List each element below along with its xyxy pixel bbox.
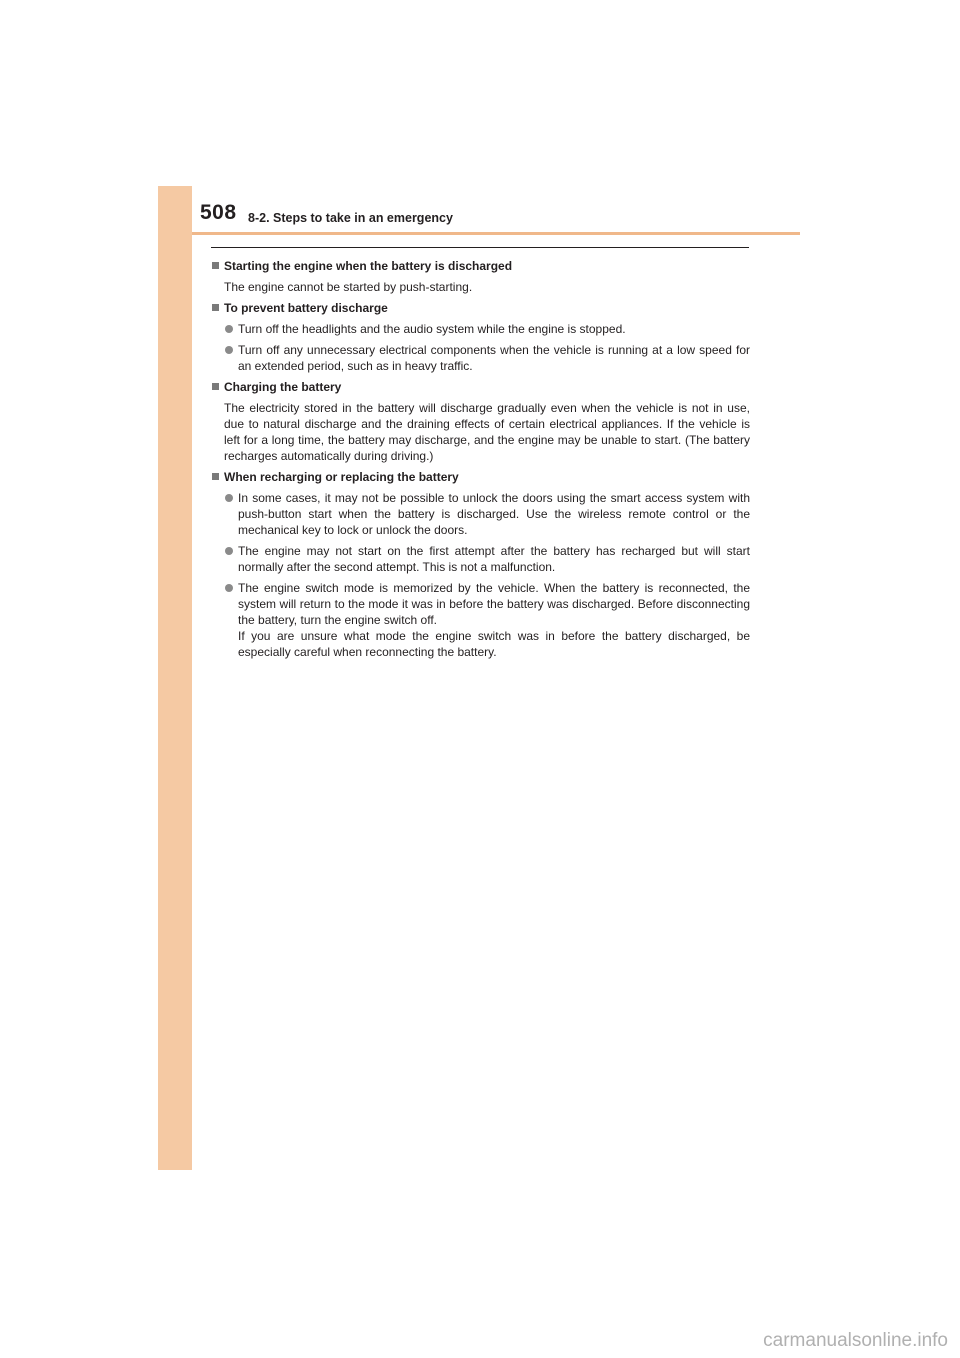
paragraph: The engine cannot be started by push-starting. (224, 280, 473, 294)
square-bullet-icon (212, 383, 219, 390)
page-content (211, 258, 750, 665)
round-bullet-icon (225, 325, 233, 333)
heading-text: To prevent battery discharge (224, 301, 388, 315)
list-item (211, 580, 750, 660)
page-number: 508 (200, 201, 237, 224)
round-bullet-icon (225, 346, 233, 354)
list-item-text: In some cases, it may not be possible to unlock the doors using the smart access system with push-button start when the battery is discharged. Use the wireless remote control or the mechanical key to lock or unlock the doors. (238, 491, 750, 537)
list-item-text: The engine may not start on the first attempt after the battery has recharged but will start normally after the second attempt. This is not a malfunction. (238, 544, 750, 574)
section-heading (211, 469, 750, 485)
header-bar (192, 232, 800, 235)
heading-text: Charging the battery (224, 380, 342, 394)
heading-text: When recharging or replacing the battery (224, 470, 459, 484)
list-item-text: The engine switch mode is memorized by the vehicle. When the battery is reconnected, the system will return to the mode it was in before the battery was discharged. Before disconnecting the battery, turn the engine switch off. (238, 581, 750, 627)
heading-text: Starting the engine when the battery is discharged (224, 259, 513, 273)
section-title: 8-2. Steps to take in an emergency (248, 211, 453, 225)
section-heading (211, 379, 750, 395)
round-bullet-icon (225, 584, 233, 592)
section-charging-battery (211, 379, 750, 464)
list-item (211, 342, 750, 374)
section-heading (211, 300, 750, 316)
list-item-text: Turn off the headlights and the audio system while the engine is stopped. (238, 322, 626, 336)
chapter-side-tab (158, 186, 192, 1170)
list-item-text: Turn off any unnecessary electrical components when the vehicle is running at a low speed for an extended period, such as in heavy traffic. (238, 343, 750, 373)
divider-rule (211, 247, 749, 248)
list-item (211, 543, 750, 575)
paragraph: The electricity stored in the battery will discharge gradually even when the vehicle is not in use, due to natural discharge and the draining effects of certain electrical appliances. If the vehicle is left for a long time, the battery may discharge, and the engine may be unable to start. (The battery recharges automatically during driving.) (224, 401, 750, 463)
section-prevent-discharge (211, 300, 750, 374)
site-watermark: carmanualsonline.info (763, 1330, 948, 1351)
square-bullet-icon (212, 473, 219, 480)
list-item-text: If you are unsure what mode the engine switch was in before the battery discharged, be especially careful when reconnecting the battery. (238, 629, 750, 659)
round-bullet-icon (225, 547, 233, 555)
section-starting-engine (211, 258, 750, 295)
round-bullet-icon (225, 494, 233, 502)
square-bullet-icon (212, 304, 219, 311)
list-item (211, 490, 750, 538)
list-item (211, 321, 750, 337)
section-heading (211, 258, 750, 274)
section-recharging-replacing (211, 469, 750, 660)
square-bullet-icon (212, 262, 219, 269)
